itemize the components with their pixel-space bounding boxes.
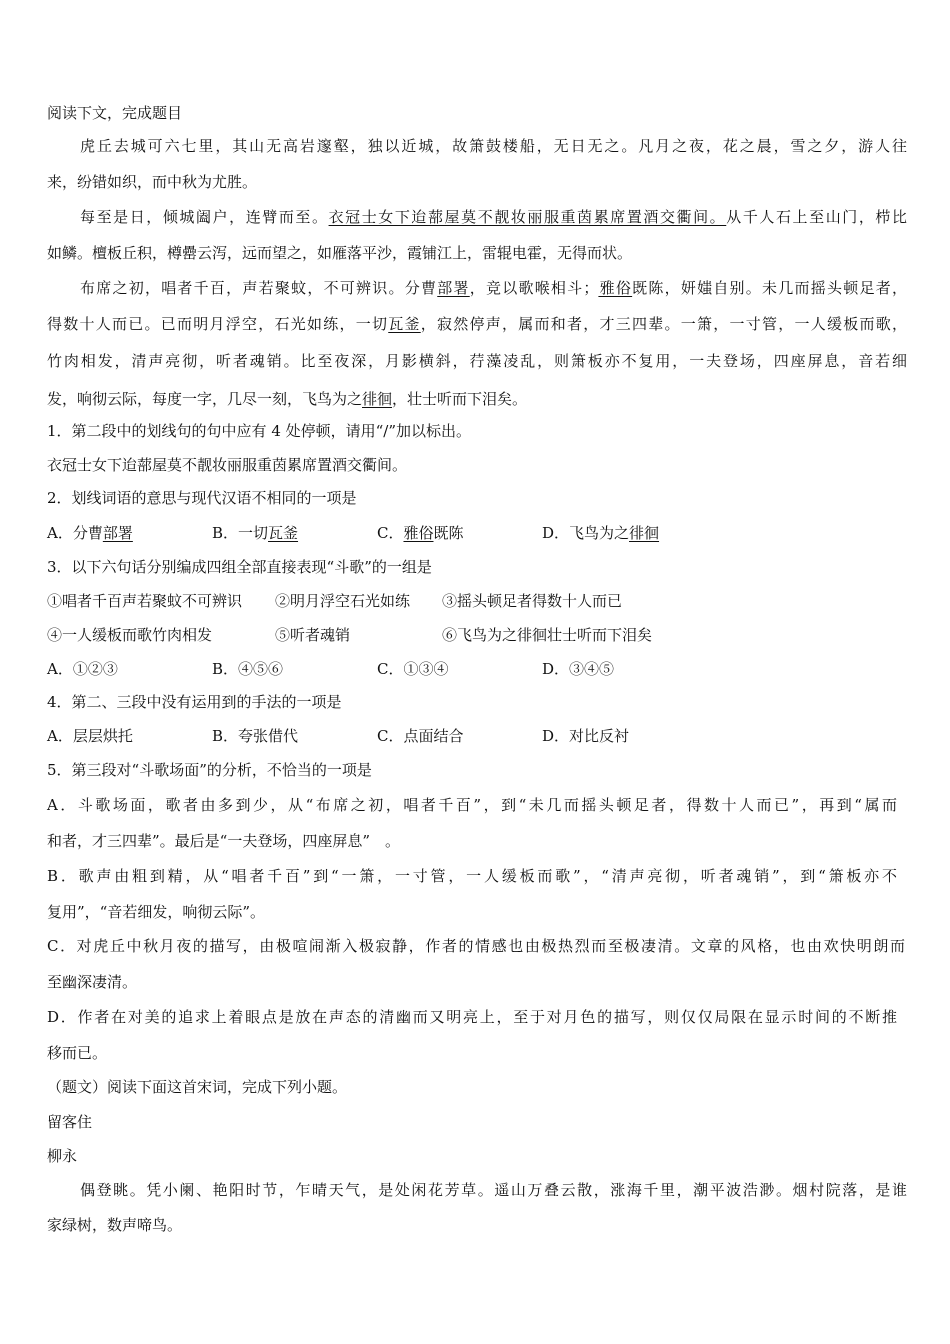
q5-stem: 5．第三段对“斗歌场面”的分析，不恰当的一项是 [47, 761, 372, 779]
q5-option-c-line1[interactable]: C．对虎丘中秋月夜的描写，由极喧闹渐入极寂静，作者的情感也由极热烈而至极凄清。文章的风格，也由欢快明朗而 [47, 937, 905, 955]
passage-p1-line1: 虎丘去城可六七里，其山无高岩邃壑，独以近城，故箫鼓楼船，无日无之。凡月之夜，花之晨，雪之夕，游人往 [80, 137, 907, 155]
underlined-word-paihuai: 徘徊 [362, 390, 393, 408]
q5-option-c-line2[interactable]: 至幽深凄清。 [47, 973, 138, 991]
q1-stem: 1．第二段中的划线句的句中应有 4 处停顿，请用“/”加以标出。 [47, 422, 472, 440]
q4-option-d[interactable]: D．对比反衬 [542, 727, 630, 745]
q4-option-c[interactable]: C．点面结合 [377, 727, 464, 745]
passage-p2-line1: 每至是日，倾城阖户，连臂而至。衣冠士女下迨蔀屋莫不靓妆丽服重茵累席置酒交衢间。从千人石上至山门，栉比 [80, 208, 907, 226]
underlined-sentence: 衣冠士女下迨蔀屋莫不靓妆丽服重茵累席置酒交衢间。 [328, 208, 727, 226]
underlined-word-wafu: 瓦釜 [388, 315, 421, 333]
q3-option-c[interactable]: C．①③④ [377, 660, 449, 678]
q2-option-c[interactable]: C．雅俗既陈 [377, 524, 464, 542]
poem-author: 柳永 [47, 1147, 78, 1165]
poem-body-line1: 偶登眺。凭小阑、艳阳时节，乍晴天气，是处闲花芳草。遥山万叠云散，涨海千里，潮平波浩渺。烟村院落，是谁 [80, 1181, 907, 1199]
q4-option-b[interactable]: B．夸张借代 [212, 727, 299, 745]
underlined-word-yasu: 雅俗 [598, 279, 633, 297]
q2-stem: 2．划线词语的意思与现代汉语不相同的一项是 [47, 489, 357, 507]
q3-sentence-3: ③摇头顿足者得数十人而已 [442, 592, 623, 610]
q3-option-d[interactable]: D．③④⑤ [542, 660, 615, 678]
q3-sentence-1: ①唱者千百声若聚蚊不可辨识 [47, 592, 243, 610]
q3-stem: 3．以下六句话分别编成四组全部直接表现“斗歌”的一组是 [47, 558, 432, 576]
q3-sentence-5: ⑤听者魂销 [275, 626, 351, 644]
q3-option-b[interactable]: B．④⑤⑥ [212, 660, 284, 678]
q4-option-a[interactable]: A．层层烘托 [47, 727, 133, 745]
poem-body-line2: 家绿树，数声啼鸟。 [47, 1216, 183, 1234]
q2-option-d[interactable]: D．飞鸟为之徘徊 [542, 524, 660, 542]
passage-p2-line2: 如鳞。檀板丘积，樽罍云泻，远而望之，如雁落平沙，霞铺江上，雷辊电霍，无得而状。 [47, 244, 633, 262]
poem-intro: （题文）阅读下面这首宋词，完成下列小题。 [47, 1078, 348, 1096]
q2-option-b[interactable]: B．一切瓦釜 [212, 524, 299, 542]
passage-p3-line2: 得数十人而已。已而明月浮空，石光如练，一切瓦釜，寂然停声，属而和者，才三四辈。一箫，一寸管，一人缓板而歌， [47, 315, 907, 333]
passage-p3-line3: 竹肉相发，清声亮彻，听者魂销。比至夜深，月影横斜，荇藻凌乱，则箫板亦不复用，一夫登场，四座屏息，音若细 [47, 352, 907, 370]
q1-sentence: 衣冠士女下迨蔀屋莫不靓妆丽服重茵累席置酒交衢间。 [47, 456, 408, 474]
q5-option-d-line1[interactable]: D．作者在对美的追求上着眼点是放在声态的清幽而又明亮上，至于对月色的描写，则仅仅局限在显示时间的不断推 [47, 1008, 897, 1026]
poem-title: 留客住 [47, 1113, 93, 1131]
q3-sentence-2: ②明月浮空石光如练 [275, 592, 411, 610]
q3-option-a[interactable]: A．①②③ [47, 660, 118, 678]
passage-p3-line1: 布席之初，唱者千百，声若聚蚊，不可辨识。分曹部署，竞以歌喉相斗；雅俗既陈，妍媸自别。未几而摇头顿足者， [80, 279, 907, 297]
passage-p1-line2: 来，纷错如织，而中秋为尤胜。 [47, 173, 258, 191]
q3-sentence-4: ④一人缓板而歌竹肉相发 [47, 626, 213, 644]
reading-instruction: 阅读下文，完成题目 [47, 104, 183, 122]
q5-option-d-line2[interactable]: 移而已。 [47, 1044, 108, 1062]
q3-sentence-6: ⑥飞鸟为之徘徊壮士听而下泪矣 [442, 626, 653, 644]
q5-option-a-line2[interactable]: 和者，才三四辈”。最后是“一夫登场，四座屏息” 。 [47, 832, 401, 850]
q2-option-a[interactable]: A．分曹部署 [47, 524, 133, 542]
passage-p3-line4: 发，响彻云际，每度一字，几尽一刻，飞鸟为之徘徊，壮士听而下泪矣。 [47, 390, 528, 408]
q5-option-b-line1[interactable]: B．歌声由粗到精，从“唱者千百”到“一箫，一寸管，一人缓板而歌”，“清声亮彻，听者魂销”，到“箫板亦不 [47, 867, 897, 885]
q5-option-a-line1[interactable]: A．斗歌场面，歌者由多到少，从“布席之初，唱者千百”，到“未几而摇头顿足者，得数十人而已”，再到“属而 [47, 796, 897, 814]
underlined-word-bushu: 部署 [437, 279, 470, 297]
q5-option-b-line2[interactable]: 复用”，“音若细发，响彻云际”。 [47, 903, 266, 921]
q4-stem: 4．第二、三段中没有运用到的手法的一项是 [47, 693, 342, 711]
